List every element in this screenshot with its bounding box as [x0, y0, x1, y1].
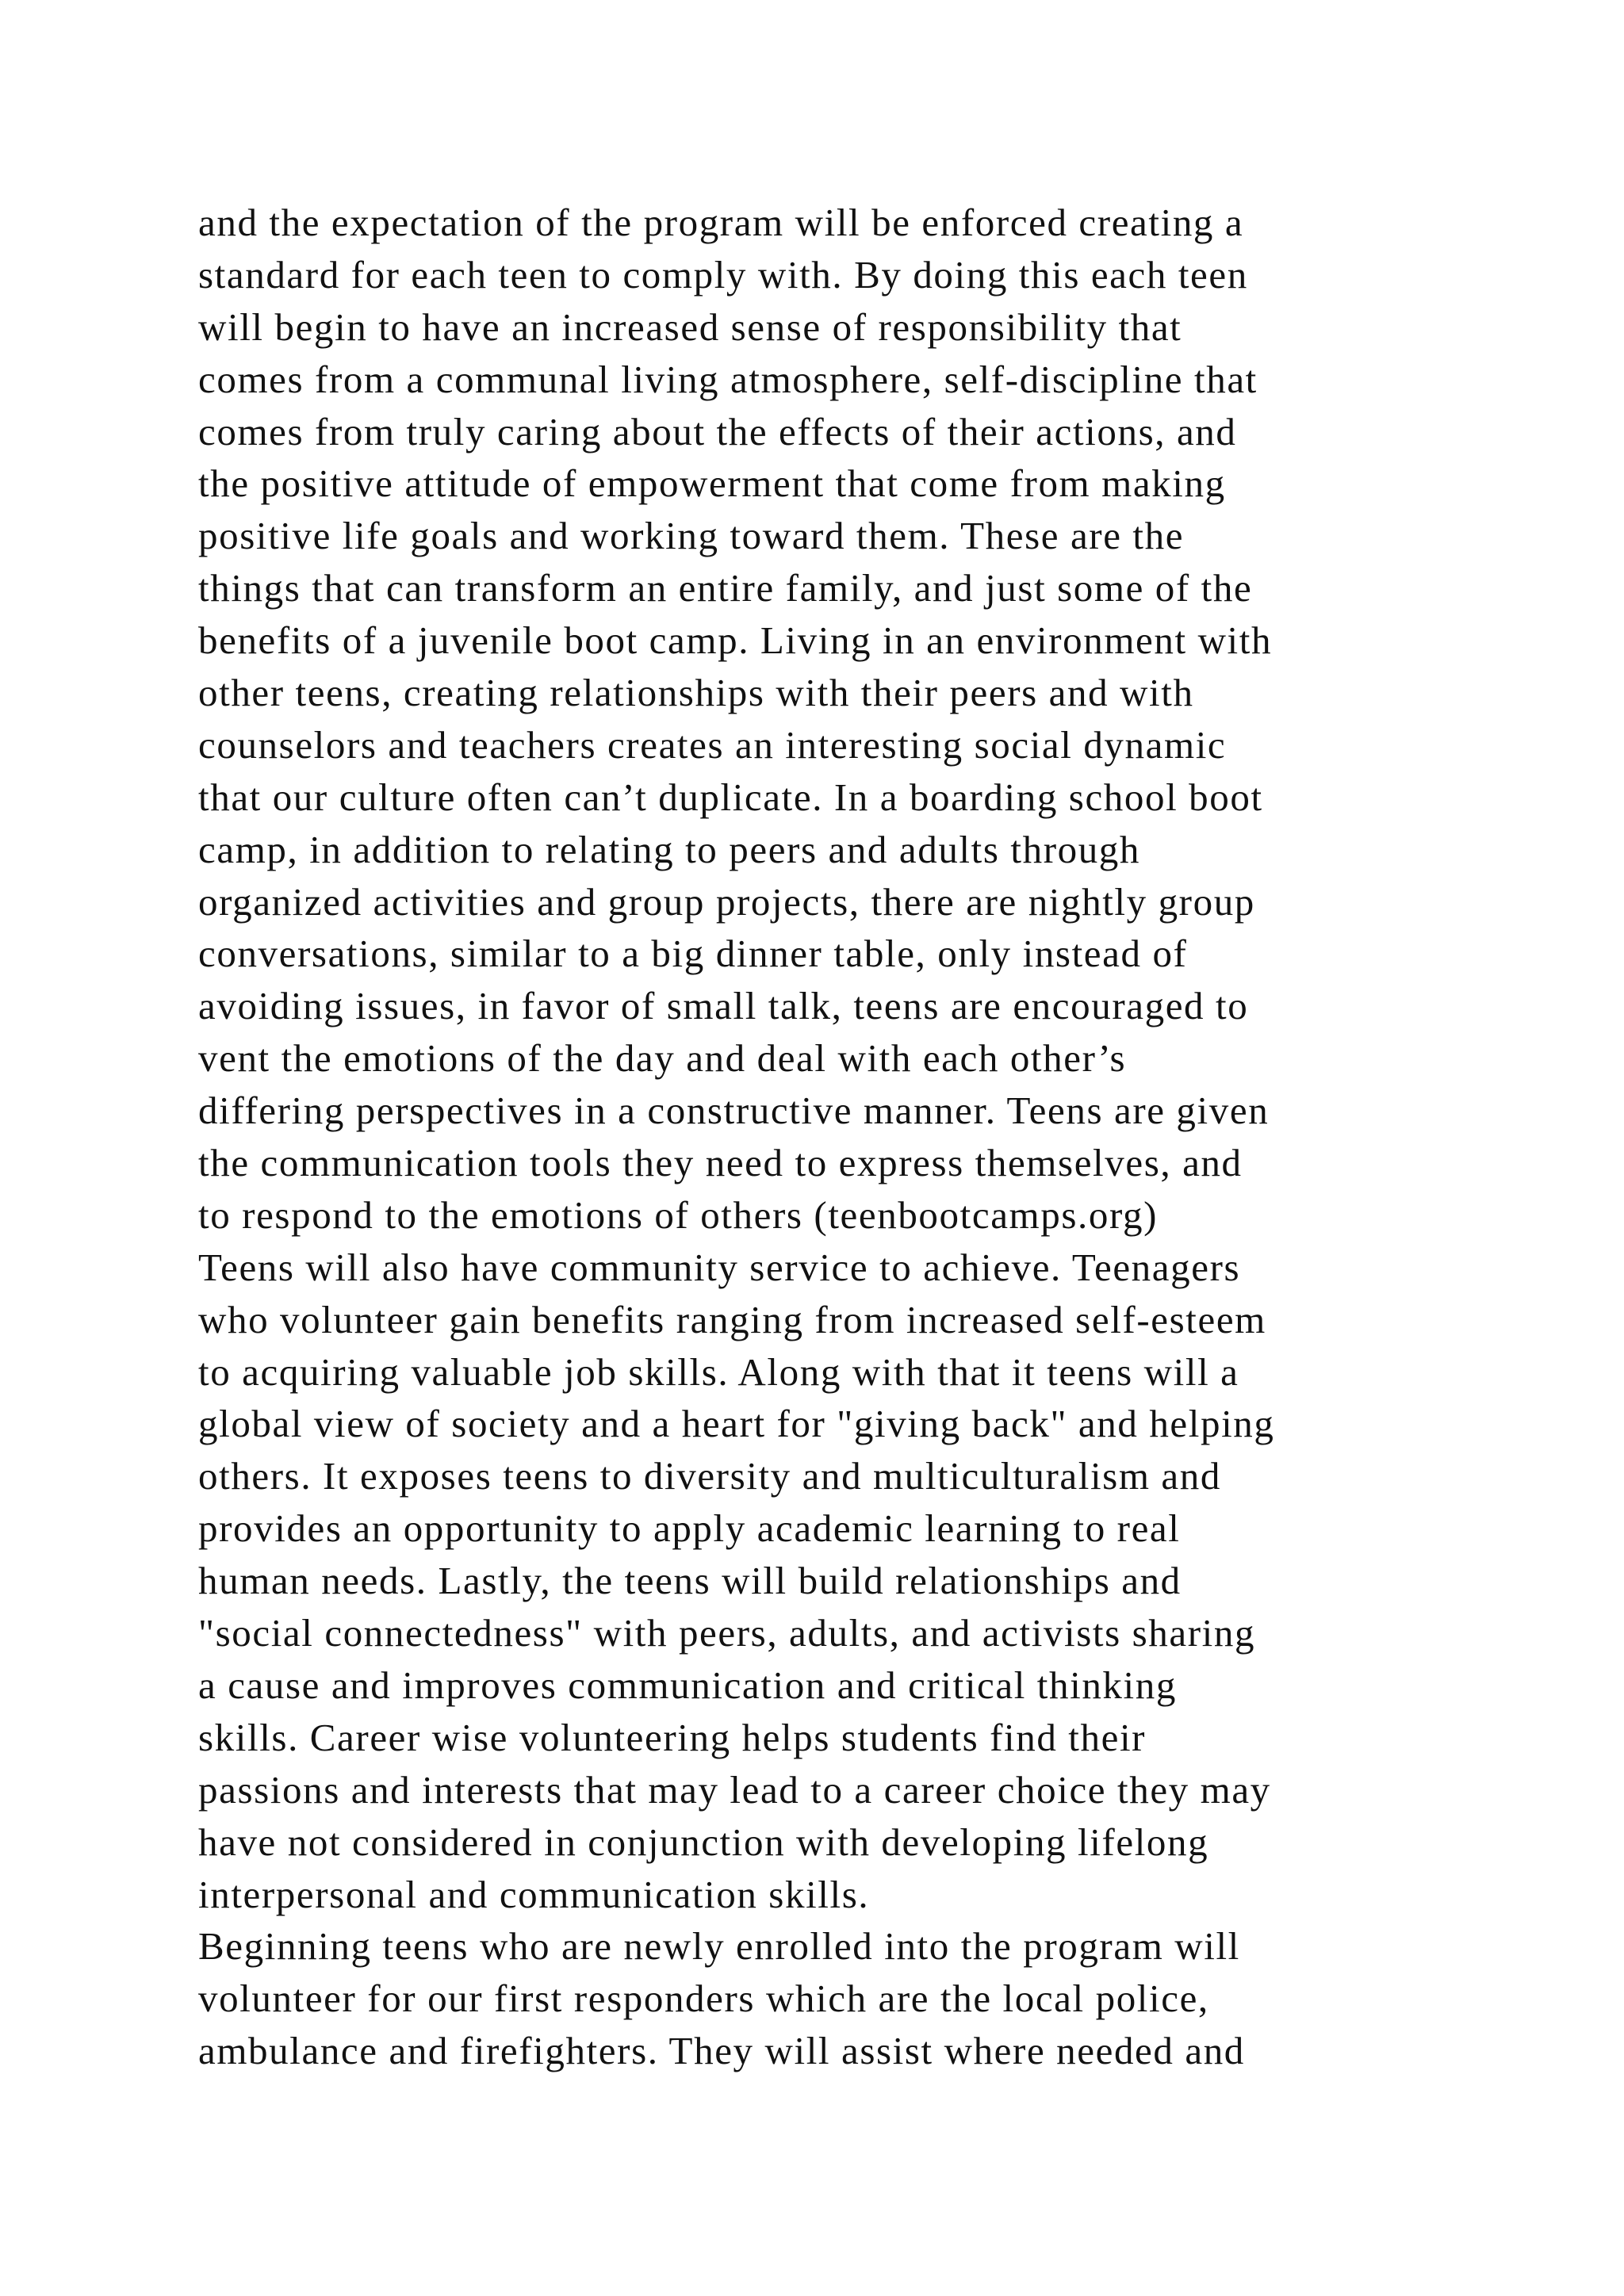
text-line: passions and interests that may lead to a career choice they may	[198, 1767, 1271, 1812]
text-line: have not considered in conjunction with developing lifelong	[198, 1820, 1209, 1864]
text-line: "social connectedness" with peers, adults, and activists sharing	[198, 1611, 1256, 1655]
text-line: the communication tools they need to express themselves, and	[198, 1141, 1243, 1185]
text-line: interpersonal and communication skills.	[198, 1872, 870, 1916]
text-line: to acquiring valuable job skills. Along with that it teens will a	[198, 1349, 1239, 1394]
text-line: provides an opportunity to apply academic learning to real	[198, 1506, 1181, 1551]
text-line: standard for each teen to comply with. By doing this each teen	[198, 252, 1248, 297]
text-line: global view of society and a heart for "giving back" and helping	[198, 1402, 1275, 1446]
text-line: things that can transform an entire family, and just some of the	[198, 566, 1253, 610]
text-line: Teens will also have community service to achieve. Teenagers	[198, 1245, 1241, 1289]
body-text	[198, 197, 1507, 2077]
text-line: differing perspectives in a constructive manner. Teens are given	[198, 1089, 1270, 1133]
text-line: will begin to have an increased sense of responsibility that	[198, 304, 1182, 349]
text-line: conversations, similar to a big dinner table, only instead of	[198, 932, 1188, 976]
text-line: others. It exposes teens to diversity and multiculturalism and	[198, 1454, 1221, 1498]
text-line: organized activities and group projects, there are nightly group	[198, 879, 1255, 924]
text-line: to respond to the emotions of others (teenbootcamps.org)	[198, 1192, 1159, 1237]
text-line: camp, in addition to relating to peers and adults through	[198, 827, 1141, 871]
text-line: and the expectation of the program will be enforced creating a	[198, 201, 1244, 244]
text-line: volunteer for our first responders which are the local police,	[198, 1976, 1209, 2021]
text-line: other teens, creating relationships with their peers and with	[198, 671, 1194, 715]
text-line: avoiding issues, in favor of small talk, teens are encouraged to	[198, 984, 1249, 1028]
text-line: that our culture often can’t duplicate. In a boarding school boot	[198, 775, 1263, 819]
text-line: counselors and teachers creates an interesting social dynamic	[198, 722, 1227, 767]
text-line: who volunteer gain benefits ranging from increased self-esteem	[198, 1297, 1266, 1341]
text-line: a cause and improves communication and critical thinking	[198, 1663, 1177, 1707]
text-line: the positive attitude of empowerment that come from making	[198, 461, 1226, 506]
text-line: skills. Career wise volunteering helps students find their	[198, 1715, 1147, 1759]
text-line: positive life goals and working toward them. These are the	[198, 514, 1185, 558]
text-line: vent the emotions of the day and deal with each other’s	[198, 1036, 1127, 1081]
text-line: human needs. Lastly, the teens will build relationships and	[198, 1559, 1182, 1603]
text-line: ambulance and firefighters. They will assist where needed and	[198, 2029, 1245, 2073]
text-line: comes from a communal living atmosphere, self-discipline that	[198, 357, 1258, 401]
text-line: comes from truly caring about the effects of their actions, and	[198, 409, 1237, 453]
text-line: Beginning teens who are newly enrolled into the program will	[198, 1924, 1240, 1969]
text-line: benefits of a juvenile boot camp. Living in an environment with	[198, 618, 1273, 663]
